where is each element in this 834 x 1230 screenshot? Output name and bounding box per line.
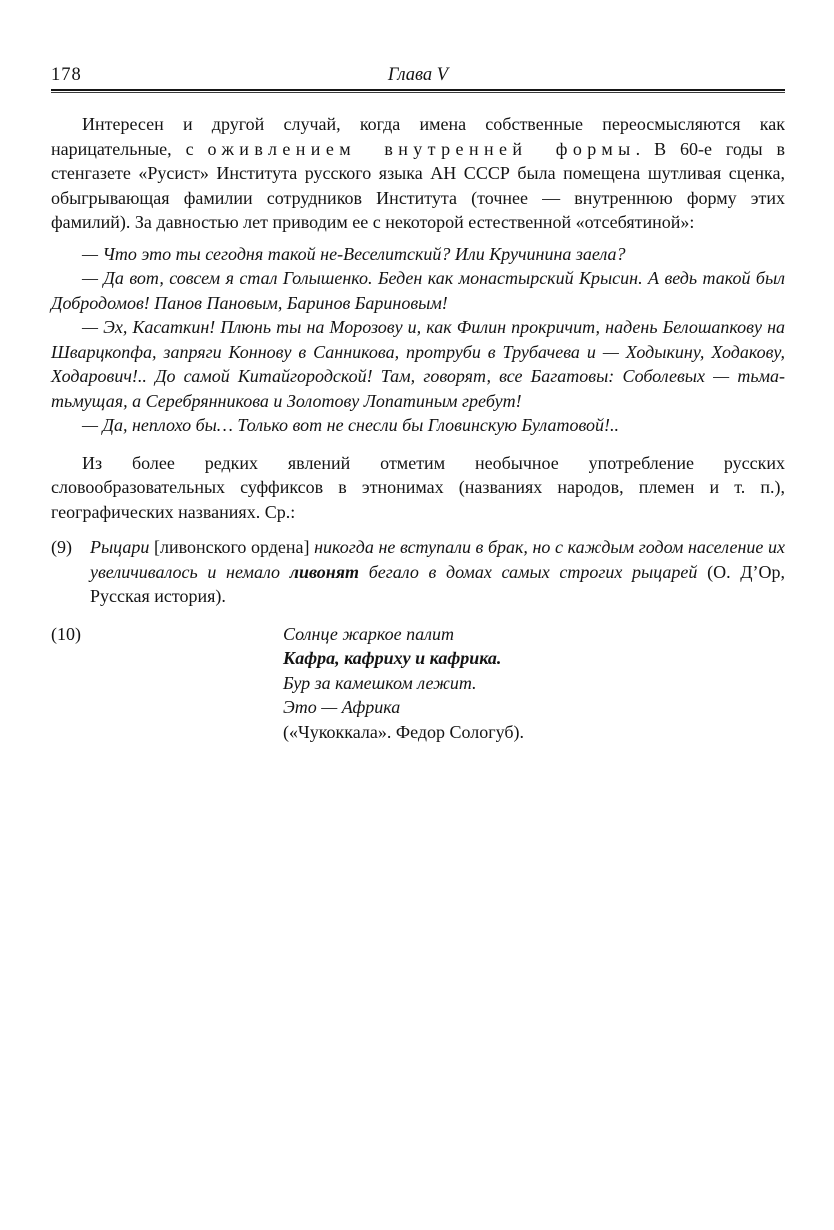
dialogue-line-3: — Эх, Касаткин! Плюнь ты на Морозову и, как Филин прокричит, надень Белошапкову на Шварцкопфа, запряги Коннову в Санникова, протруби в Трубачева и — Ходыкину, Ходакову, Ходарович!.. До самой Китайгородской! Там, говорят, все Багатовы: Соболевых — тьма-тьмущая, а Серебрянникова и Золотову Лопатиным гребут!: [51, 317, 785, 411]
dialogue-block: [51, 242, 785, 438]
dialogue-line-2: — Да вот, совсем я стал Голышенко. Беден как монастырский Крысин. А ведь такой был Добродомов! Панов Пановым, Баринов Бариновым!: [51, 268, 785, 313]
running-title: Глава V: [387, 65, 449, 85]
spaced-emphasis: оживлением внутренней формы: [207, 138, 636, 159]
example-9-seg-roman-2: (О. Д’Ор, Русская история).: [90, 561, 785, 606]
example-9-seg-italic-3: бегало в домах самых строгих рыцарей: [359, 561, 708, 582]
example-10-label: (10): [51, 623, 81, 644]
example-9-seg-bold: ливонят: [289, 561, 360, 582]
dialogue-line-1: — Что это ты сегодня такой не-Веселитский? Или Кручинина заела?: [82, 243, 626, 264]
poem-line-1: Солнце жаркое палит: [283, 623, 454, 644]
poem-line-4: Это — Африка: [283, 697, 401, 717]
paragraph-rarer-phenomena: Из более редких явлений отметим необычное употребление русских словообразовательных суффиксов в этнонимах (названиях народов, племен и т. п.), географических названиях. Ср.:: [51, 452, 785, 522]
dialogue-line-4: — Да, неплохо бы… Только вот не снесли бы Гловинскую Булатовой!..: [82, 415, 620, 435]
paragraph-intro: [51, 112, 785, 235]
example-9-label: (9): [51, 537, 72, 557]
example-9: [51, 535, 785, 609]
poem-line-5: («Чукоккала». Федор Сологуб).: [283, 721, 525, 742]
example-10: [51, 622, 785, 745]
poem: [283, 622, 524, 745]
header-rule: [51, 89, 785, 93]
page-header: [51, 62, 785, 86]
intro-text-after: . В 60-е годы в стенгазете «Русист» Института русского языка АН СССР была помещена шутливая сценка, обыгрывающая фамилии сотрудников Института (точнее — внутреннюю форму этих фамилий). За давностью лет приводим ее с некоторой естественной «отсебятиной»:: [51, 138, 785, 232]
intro-text-before: Интересен и другой случай, когда имена собственные переосмысляются как нарицательные, с: [51, 114, 785, 159]
example-9-seg-italic-2: никогда не вступали в брак, но с каждым годом население их увеличивалось и немало: [90, 537, 785, 582]
page-number: 178: [51, 65, 82, 85]
example-9-body: [90, 535, 785, 609]
poem-line-2: Кафра, кафриху и кафрика.: [283, 648, 502, 668]
poem-line-3: Бур за камешком лежит.: [283, 672, 477, 693]
example-9-seg-italic-1: Рыцари: [90, 537, 154, 557]
example-9-seg-roman-1: [ливонского ордена]: [154, 537, 315, 557]
